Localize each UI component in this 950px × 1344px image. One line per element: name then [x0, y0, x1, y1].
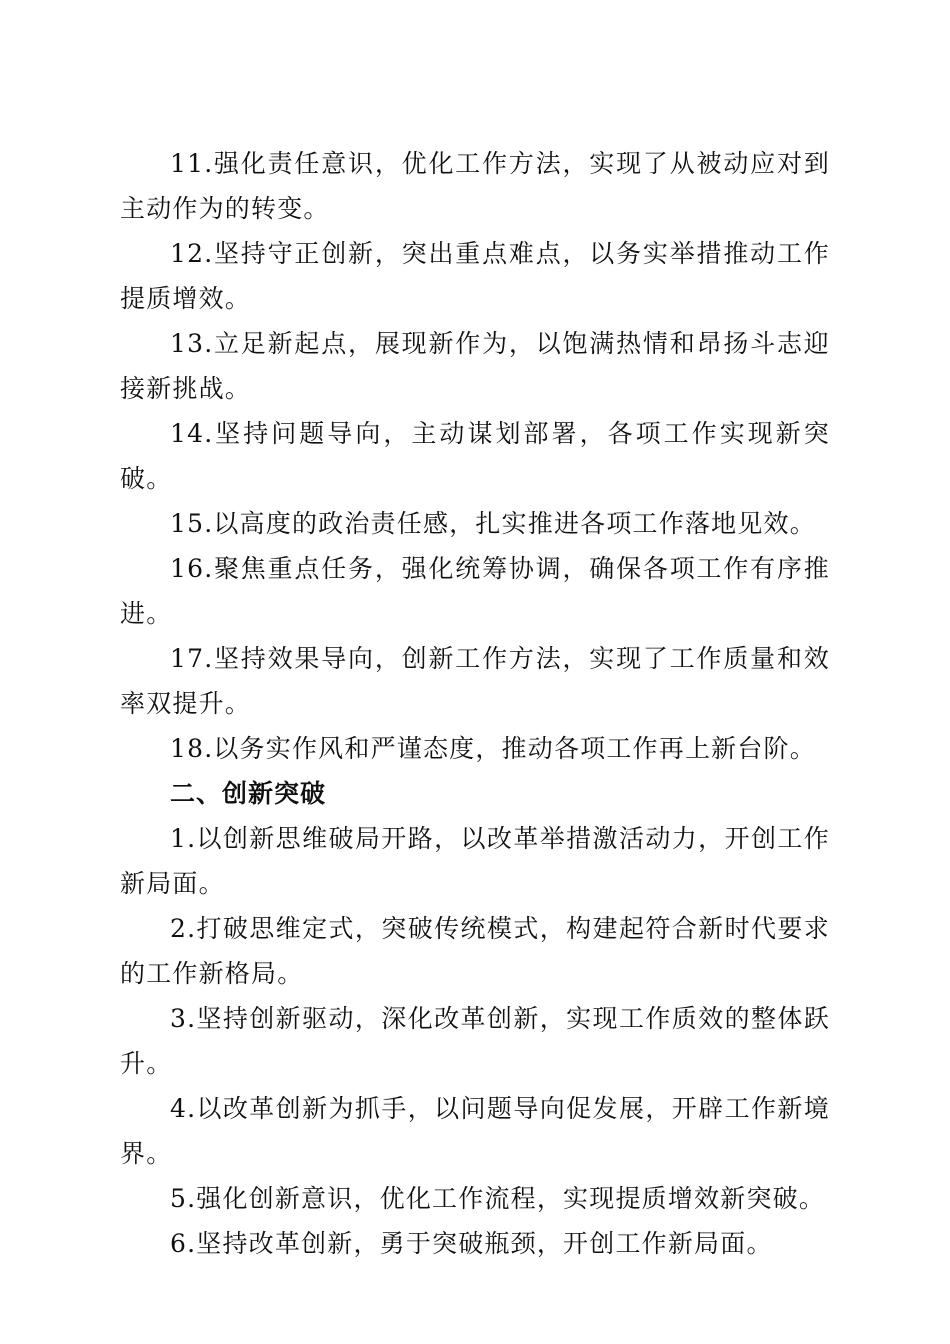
paragraph-item-1: 1.以创新思维破局开路，以改革举措激活动力，开创工作新局面。: [120, 824, 830, 898]
paragraph-item-16: 16.聚焦重点任务，强化统筹协调，确保各项工作有序推进。: [120, 554, 830, 628]
section-heading: 二、创新突破: [170, 779, 327, 808]
paragraph-item-3: 3.坚持创新驱动，深化改革创新，实现工作质效的整体跃升。: [120, 1004, 830, 1078]
paragraph-item-2: 2.打破思维定式，突破传统模式，构建起符合新时代要求的工作新格局。: [120, 914, 830, 988]
paragraph-item-15: 15.以高度的政治责任感，扎实推进各项工作落地见效。: [170, 509, 816, 538]
paragraph-item-11: 11.强化责任意识，优化工作方法，实现了从被动应对到主动作为的转变。: [120, 149, 830, 223]
paragraph-item-12: 12.坚持守正创新，突出重点难点，以务实举措推动工作提质增效。: [120, 239, 830, 313]
paragraph-item-14: 14.坚持问题导向，主动谋划部署，各项工作实现新突破。: [120, 419, 830, 493]
document-body: [120, 141, 830, 1266]
paragraph-item-13: 13.立足新起点，展现新作为，以饱满热情和昂扬斗志迎接新挑战。: [120, 329, 830, 403]
paragraph-item-6: 6.坚持改革创新，勇于突破瓶颈，开创工作新局面。: [170, 1229, 773, 1258]
paragraph-item-18: 18.以务实作风和严谨态度，推动各项工作再上新台阶。: [170, 734, 816, 763]
paragraph-item-17: 17.坚持效果导向，创新工作方法，实现了工作质量和效率双提升。: [120, 644, 830, 718]
paragraph-item-4: 4.以改革创新为抓手，以问题导向促发展，开辟工作新境界。: [120, 1094, 830, 1168]
paragraph-item-5: 5.强化创新意识，优化工作流程，实现提质增效新突破。: [170, 1184, 826, 1213]
